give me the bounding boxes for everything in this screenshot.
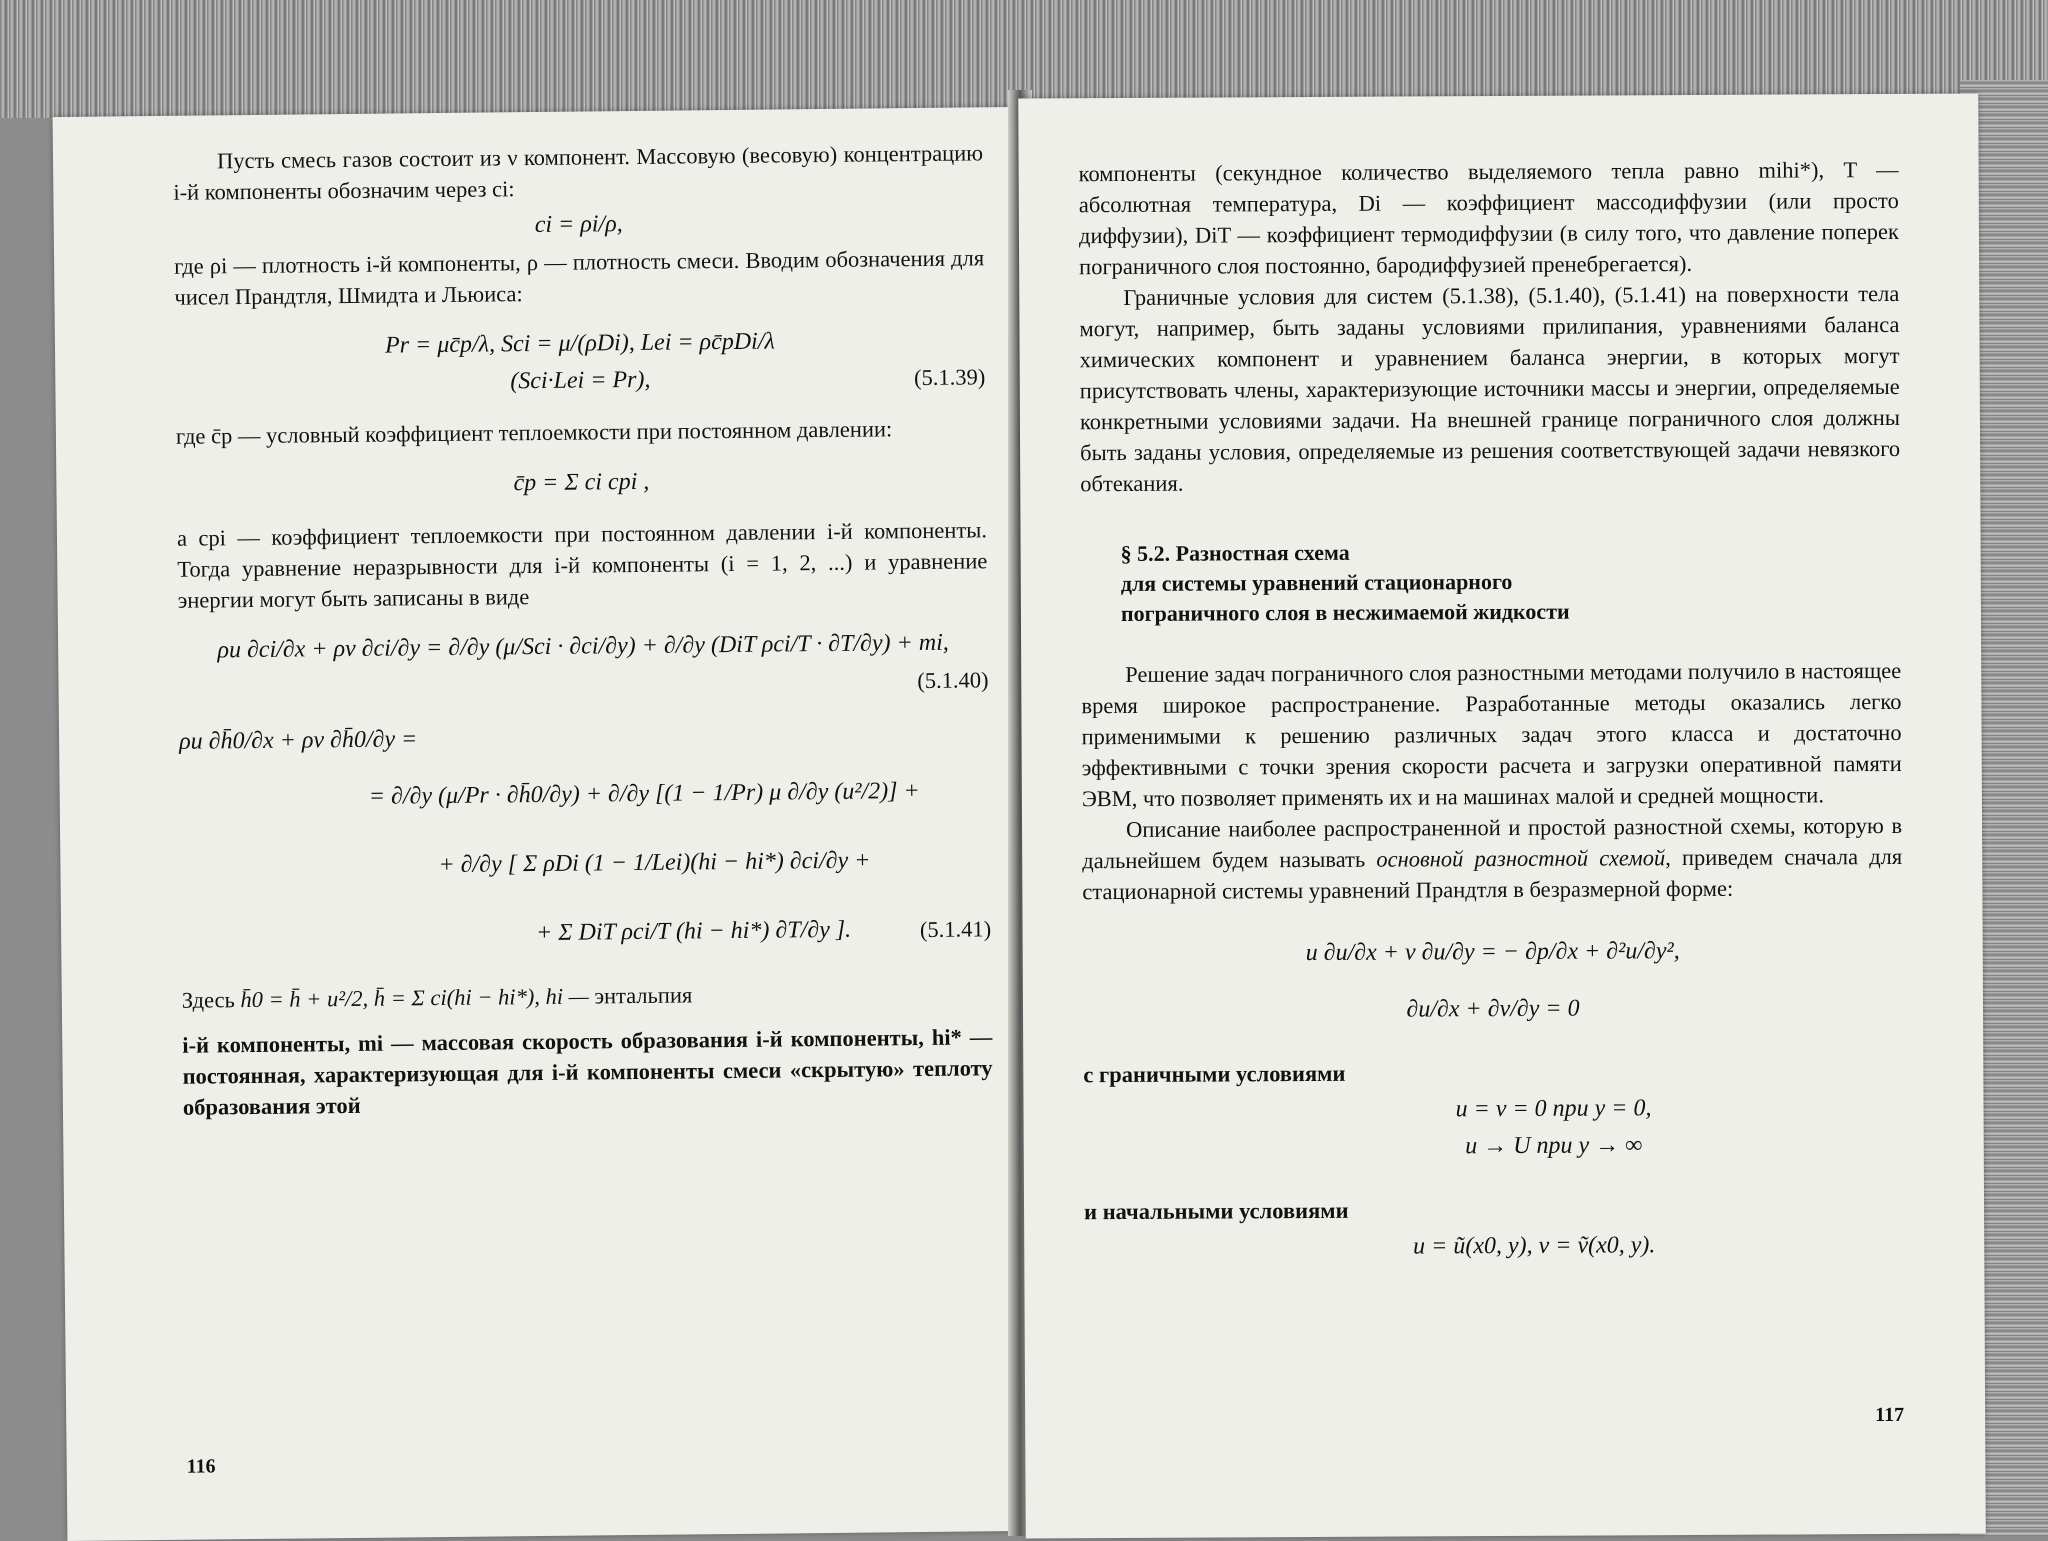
equation: ci = ρi/ρ, (534, 211, 623, 239)
paragraph: и начальными условиями (1084, 1197, 1349, 1225)
paragraph: Граничные условия для систем (5.1.38), (5.1.40), (5.1.41) на поверхности тела могут, например, быть заданы условиями прилипания, уравнениями баланса химических компонент и уравнением баланса энергии, в которых могут присутствовать члены, характеризующие источники массы и энергии, определяемые конкретными условиями задачи. На внешней границе пограничного слоя должны быть заданы условия, определяемые из решения соответствующей задачи невязкого обтекания. (1079, 280, 1901, 497)
equation: Pr = μc̄p/λ, Sci = μ/(ρDi), Lei = ρc̄pDi/λ (384, 328, 775, 359)
equation-number: (5.1.41) (919, 916, 992, 943)
equation: u = ũ(x0, y), v = ṽ(x0, y). (1413, 1232, 1656, 1260)
equation: u = v = 0 при y = 0, (1455, 1095, 1652, 1123)
equation: c̄p = Σ ci cpi , (513, 468, 650, 497)
left-page (53, 107, 1028, 1541)
emphasized-text: основной разностной схемой (1376, 845, 1666, 872)
text-span: , приведем сначала для стационарной системы уравнений Прандтля в безразмерной форме: (1082, 843, 1903, 905)
section-heading (1121, 535, 1901, 629)
paragraph: с граничными условиями (1083, 1060, 1346, 1088)
heading-line: для системы уравнений стационарного (1120, 568, 1513, 596)
page-number: 116 (186, 1455, 216, 1478)
paragraph: i-й компоненты, mi — массовая скорость образования i-й компоненты, hi* — постоянная, характеризующая для i-й компоненты смеси «скрытую» теплоту образования этой (182, 1024, 993, 1120)
text-span: Здесь (181, 987, 235, 1013)
paragraph: а cpi — коэффициент теплоемкости при постоянном давлении i-й компоненты. Тогда уравнение неразрывности для i-й компоненты (i = 1, 2, ...) и уравнение энергии могут быть записаны в виде (176, 517, 988, 613)
equation: u ∂u/∂x + v ∂u/∂y = − ∂p/∂x + ∂²u/∂y², (1305, 938, 1680, 967)
equation-row (175, 361, 985, 400)
equation: (Sci·Lei = Pr), (510, 366, 651, 395)
equation: + Σ DiT ρci/T (hi − hi*) ∂T/∂y ]. (535, 916, 852, 947)
paragraph: Решение задач пограничного слоя разностными методами получило в настоящее время широкое распространение. Разработанные методы оказались легко применимыми к решению различных задач этого класса и достаточно эффективными с точки зрения скорости расчета и загрузки оперативной памяти ЭВМ, что позволяет применять их и на машинах малой и средней мощности. (1081, 657, 1902, 812)
paragraph: Пусть смесь газов состоит из ν компонент. Массовую (весовую) концентрацию i-й компоненты обозначим через ci: (173, 140, 984, 205)
heading-line: пограничного слоя в несжимаемой жидкости (1120, 598, 1570, 626)
paragraph: где c̄p — условный коэффициент теплоемкости при постоянном давлении: (175, 416, 893, 449)
equation: ρu ∂ci/∂x + ρv ∂ci/∂y = ∂/∂y (μ/Sci · ∂ci/∂y) + ∂/∂y (DiT ρci/T · ∂T/∂y) + mi, (217, 629, 949, 664)
text-span: энтальпия (594, 982, 693, 1009)
left-page-text (173, 137, 993, 1122)
paragraph (1082, 810, 1902, 907)
equation-number: (5.1.40) (917, 667, 989, 694)
page-number: 117 (1875, 1403, 1905, 1427)
equation: = ∂/∂y (μ/Pr · ∂h̄0/∂y) + ∂/∂y [(1 − 1/Pr) μ ∂/∂y (u²/2)] + (368, 778, 920, 810)
equation: ∂u/∂x + ∂v/∂y = 0 (1406, 995, 1580, 1023)
equation: + ∂/∂y [ Σ ρDi (1 − 1/Lei)(hi − hi*) ∂ci/∂y + (438, 847, 871, 879)
text-span: Описание наиболее распространенной и простой разностной схемы, которую в дальнейшем будем называть (1082, 812, 1903, 874)
equation-number: (5.1.39) (913, 364, 986, 391)
equation: ρu ∂h̄0/∂x + ρv ∂h̄0/∂y = (178, 726, 418, 755)
inline-formula: h̄0 = h̄ + u²/2, h̄ = Σ ci(hi − hi*), hi — (240, 983, 589, 1013)
paragraph: где ρi — плотность i-й компоненты, ρ — плотность смеси. Вводим обозначения для чисел Прандтля, Шмидта и Льюиса: (174, 245, 985, 310)
heading-line: § 5.2. Разностная схема (1120, 539, 1350, 566)
right-page-text (1079, 154, 1905, 1270)
equation: u → U при y → ∞ (1465, 1132, 1643, 1160)
right-page (1018, 93, 1986, 1538)
equation-row (181, 913, 991, 952)
paragraph: компоненты (секундное количество выделяемого тепла равно mihi*), T — абсолютная температура, Di — коэффициент массодиффузии (или просто диффузии), DiT — коэффициент термодиффузии (в силу того, что давление поперек пограничного слоя постоянно, бародиффузией пренебрегается). (1078, 156, 1900, 280)
